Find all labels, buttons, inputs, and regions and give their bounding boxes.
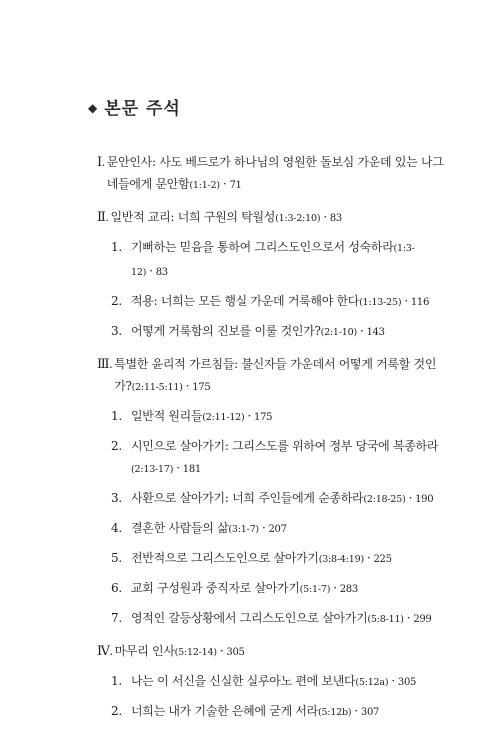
separator-dot: · <box>391 674 395 688</box>
section-numeral: Ⅱ. <box>97 209 109 224</box>
subsection-item[interactable] <box>97 290 447 314</box>
subsection-scripture-ref: (2:1-10) <box>320 327 357 338</box>
subsection-title: 시민으로 살아가기: 그리스도를 위하여 정부 당국에 복종하라 <box>131 439 439 453</box>
subsection-text <box>131 517 447 541</box>
subsection-page-number: 299 <box>413 614 432 625</box>
subsection-item[interactable] <box>97 405 447 429</box>
separator-dot: · <box>185 379 190 393</box>
separator-dot: · <box>247 409 252 423</box>
separator-dot: · <box>366 551 371 565</box>
section-title: 마무리 인사 <box>114 644 175 658</box>
subsection-page-number: 207 <box>268 524 287 535</box>
subsection-scripture-ref: (5:12a) <box>355 677 389 688</box>
subsection-text <box>131 577 447 601</box>
toc-section <box>97 151 447 197</box>
toc-section <box>97 640 447 724</box>
subsection-scripture-ref: (2:18-25) <box>363 494 406 505</box>
subsection-title: 어떻게 거룩함의 진보를 이룰 것인가? <box>131 324 321 338</box>
subsection-item[interactable] <box>97 670 447 694</box>
subsection-text <box>131 700 447 724</box>
subsection-text <box>131 405 447 429</box>
section-scripture-ref: (5:12-14) <box>174 647 217 658</box>
subsection-item[interactable] <box>97 547 447 571</box>
subsection-title: 일반적 원리들 <box>131 409 203 423</box>
subsection-title: 사환으로 살아가기: 너희 주인들에게 순종하라 <box>131 491 364 505</box>
subsection-number: 7. <box>111 611 122 625</box>
subsection-text <box>131 607 447 631</box>
subsection-item[interactable] <box>97 435 447 481</box>
toc-section <box>97 206 447 344</box>
subsection-number: 2. <box>111 294 122 308</box>
subsection-item[interactable] <box>97 577 447 601</box>
subsection-item[interactable] <box>97 700 447 724</box>
subsection-scripture-ref: (1:13-25) <box>359 297 402 308</box>
subsection-scripture-ref: (3:1-7) <box>228 524 259 535</box>
section-page-number: 71 <box>229 180 242 191</box>
subsection-title: 전반적으로 그리스도인으로 살아가기 <box>131 551 319 565</box>
separator-dot: · <box>406 611 411 625</box>
separator-dot: · <box>219 644 224 658</box>
subsection-number: 5. <box>111 551 122 565</box>
subsection-number: 2. <box>111 704 122 718</box>
section-page-number: 83 <box>329 213 342 224</box>
subsection-number: 2. <box>111 439 122 453</box>
section-heading-text <box>114 353 447 399</box>
subsection-number: 1. <box>111 674 122 688</box>
subsection-text <box>131 670 447 694</box>
section-scripture-ref: (1:3-2:10) <box>275 213 321 224</box>
subsection-page-number: 225 <box>373 554 392 565</box>
section-heading-text <box>111 206 448 230</box>
diamond-bullet-icon: ◆ <box>88 101 99 115</box>
section-numeral: Ⅳ. <box>97 643 113 658</box>
subsection-number: 6. <box>111 581 122 595</box>
separator-dot: · <box>323 210 327 224</box>
page-heading <box>88 94 181 119</box>
subsection-list <box>97 405 447 631</box>
section-page-number: 305 <box>226 647 245 658</box>
subsection-title: 나는 이 서신을 신실한 실루아노 편에 보낸다 <box>131 674 356 688</box>
page-title: 본문 주석 <box>104 99 181 119</box>
subsection-item[interactable] <box>97 236 447 284</box>
subsection-number: 4. <box>111 521 122 535</box>
separator-dot: · <box>333 581 337 595</box>
subsection-text <box>131 320 447 344</box>
subsection-scripture-ref: (2:13-17) <box>131 464 174 475</box>
separator-dot: · <box>222 177 227 191</box>
separator-dot: · <box>404 294 408 308</box>
subsection-item[interactable] <box>97 517 447 541</box>
subsection-scripture-ref: (2:11-12) <box>202 412 245 423</box>
subsection-number: 3. <box>111 491 122 505</box>
section-scripture-ref: (2:11-5:11) <box>131 382 183 393</box>
subsection-number: 1. <box>111 240 122 254</box>
section-heading-text <box>115 640 447 664</box>
section-title: 일반적 교리: 너희 구원의 탁월성 <box>110 210 276 224</box>
section-heading-text <box>107 151 447 197</box>
subsection-text <box>131 290 447 314</box>
section-title: 특별한 윤리적 가르침들: 불신자들 가운데서 어떻게 거룩할 것인가? <box>114 357 437 393</box>
subsection-item[interactable] <box>97 320 447 344</box>
subsection-scripture-ref: (3:8-4:19) <box>318 554 364 565</box>
subsection-title: 결혼한 사람들의 삶 <box>131 521 229 535</box>
section-heading[interactable] <box>97 353 447 399</box>
subsection-list <box>97 670 447 724</box>
table-of-contents <box>97 151 447 730</box>
subsection-item[interactable] <box>97 607 447 631</box>
subsection-page-number: 283 <box>339 584 358 595</box>
separator-dot: · <box>359 324 364 338</box>
separator-dot: · <box>149 264 153 278</box>
subsection-page-number: 190 <box>415 494 434 505</box>
subsection-title: 너희는 내가 기술한 은혜에 굳게 서라 <box>131 704 318 718</box>
subsection-scripture-ref: (5:12b) <box>317 707 352 718</box>
subsection-page-number: 175 <box>254 412 273 423</box>
subsection-list <box>97 236 447 344</box>
section-numeral: Ⅲ. <box>97 356 113 371</box>
section-page-number: 175 <box>192 382 211 393</box>
section-heading[interactable] <box>97 640 447 664</box>
subsection-page-number: 83 <box>155 267 168 278</box>
subsection-page-number: 116 <box>410 297 430 308</box>
section-heading[interactable] <box>97 151 447 197</box>
separator-dot: · <box>176 461 180 475</box>
section-numeral: Ⅰ. <box>97 154 105 169</box>
separator-dot: · <box>408 491 413 505</box>
subsection-page-number: 181 <box>182 464 201 475</box>
subsection-page-number: 143 <box>366 327 385 338</box>
subsection-scripture-ref: (5:8-11) <box>367 614 404 625</box>
subsection-text <box>131 487 447 511</box>
subsection-text <box>131 435 447 481</box>
subsection-title: 기뻐하는 믿음을 통하여 그리스도인으로서 성숙하라 <box>131 240 394 254</box>
section-heading[interactable] <box>97 206 447 230</box>
section-title: 문안인사: 사도 베드로가 하나님의 영원한 돌보심 가운데 있는 나그네들에게 문안함 <box>106 155 444 191</box>
subsection-text <box>131 236 447 284</box>
subsection-number: 3. <box>111 324 122 338</box>
separator-dot: · <box>261 521 266 535</box>
subsection-title: 적용: 너희는 모든 행실 가운데 거룩해야 한다 <box>131 294 360 308</box>
subsection-title: 영적인 갈등상황에서 그리스도인으로 살아가기 <box>131 611 368 625</box>
subsection-scripture-ref: (1:3-12) <box>131 243 415 278</box>
separator-dot: · <box>354 704 358 718</box>
subsection-number: 1. <box>111 409 122 423</box>
subsection-page-number: 305 <box>397 677 417 688</box>
section-scripture-ref: (1:1-2) <box>189 180 220 191</box>
subsection-scripture-ref: (5:1-7) <box>299 584 331 595</box>
subsection-page-number: 307 <box>360 707 380 718</box>
toc-section <box>97 353 447 631</box>
subsection-text <box>131 547 447 571</box>
subsection-title: 교회 구성원과 중직자로 살아가기 <box>131 581 300 595</box>
subsection-item[interactable] <box>97 487 447 511</box>
